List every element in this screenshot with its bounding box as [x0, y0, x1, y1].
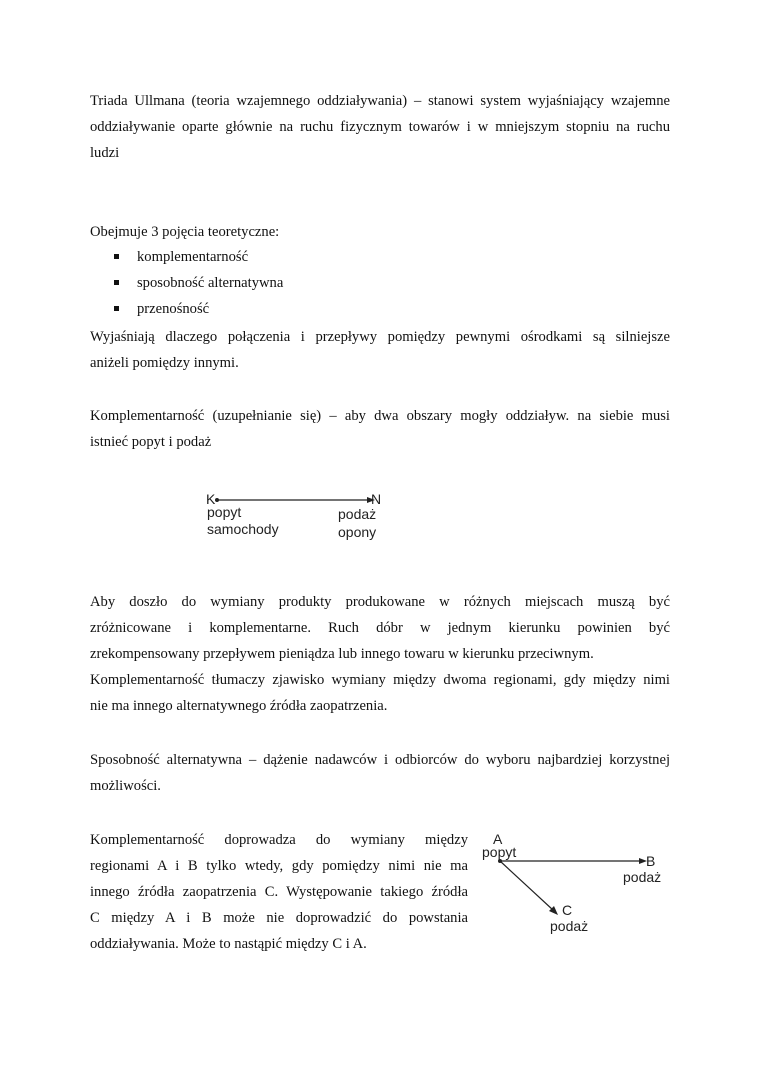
diagram-label-podaz: podaż — [338, 506, 377, 522]
diagram-letter-n: N — [371, 491, 382, 507]
list-item: przenośność — [90, 296, 283, 322]
diagram-letter-k: K — [206, 491, 216, 507]
intro-line: oddziaływanie oparte głównie na ruchu fizycznym towarów i w mniejszym stopniu na ruchu — [90, 119, 670, 135]
diagram-label-popyt: popyt — [482, 844, 517, 860]
explanation-line: aniżeli pomiędzy innymi. — [90, 355, 239, 371]
diagram-letter-b: B — [646, 853, 656, 869]
exchange-paragraph — [90, 589, 670, 719]
diagram-label-samochody: samochody — [207, 521, 279, 537]
concepts-list — [90, 244, 283, 322]
intro-line: Triada Ullmana (teoria wzajemnego oddziaływania) – stanowi system wyjaśniający wzajemne — [90, 93, 670, 109]
diagram-a-b-c — [480, 830, 670, 940]
alternative-line: możliwości. — [90, 778, 161, 794]
exchange-line: nie ma innego alternatywnego źródła zaopatrzenia. — [90, 698, 388, 714]
exchange-line: Komplementarność tłumaczy zjawisko wymiany między dwoma regionami, gdy między nimi — [90, 672, 670, 688]
alternative-line: Sposobność alternatywna – dążenie nadawców i odbiorców do wyboru najbardziej korzystnej — [90, 752, 670, 768]
diagram-k-n — [205, 490, 395, 550]
list-item: komplementarność — [90, 244, 283, 270]
final-line: oddziaływania. Może to nastąpić między C i A. — [90, 936, 367, 952]
diagram-letter-c: C — [562, 902, 573, 918]
concepts-heading — [90, 219, 670, 245]
concepts-heading-text: Obejmuje 3 pojęcia teoretyczne: — [90, 224, 280, 240]
concepts-explanation — [90, 324, 670, 376]
complementarity-line: Komplementarność (uzupełnianie się) – aby dwa obszary mogły oddziaływ. na siebie musi — [90, 408, 670, 424]
intro-line: ludzi — [90, 145, 120, 161]
final-paragraph — [90, 827, 468, 957]
explanation-line: Wyjaśniają dlaczego połączenia i przepływy pomiędzy pewnymi ośrodkami są silniejsze — [90, 329, 670, 345]
alternative-paragraph — [90, 747, 670, 799]
exchange-line: zrekompensowany przepływem pieniądza lub innego towaru w kierunku przeciwnym. — [90, 646, 594, 662]
final-line: C między A i B może nie doprowadzić do powstania — [90, 910, 468, 926]
exchange-line: Aby doszło do wymiany produkty produkowane w różnych miejscach muszą być — [90, 594, 670, 610]
final-line: Komplementarność doprowadza do wymiany między — [90, 832, 468, 848]
complementarity-line: istnieć popyt i podaż — [90, 434, 212, 450]
diagram-label-podaz-c: podaż — [550, 918, 589, 934]
diagram-label-podaz-b: podaż — [623, 869, 662, 885]
exchange-line: zróżnicowane i komplementarne. Ruch dóbr w jednym kierunku powinien być — [90, 620, 670, 636]
diagram-label-popyt: popyt — [207, 504, 242, 520]
intro-paragraph — [90, 88, 670, 166]
diagram-letter-a: A — [493, 831, 503, 847]
diagram-label-opony: opony — [338, 524, 377, 540]
final-line: innego źródła zaopatrzenia C. Występowanie takiego źródła — [90, 884, 468, 900]
list-item: sposobność alternatywna — [90, 270, 283, 296]
complementarity-paragraph — [90, 403, 670, 455]
final-line: regionami A i B tylko wtedy, gdy pomiędzy nimi nie ma — [90, 858, 468, 874]
